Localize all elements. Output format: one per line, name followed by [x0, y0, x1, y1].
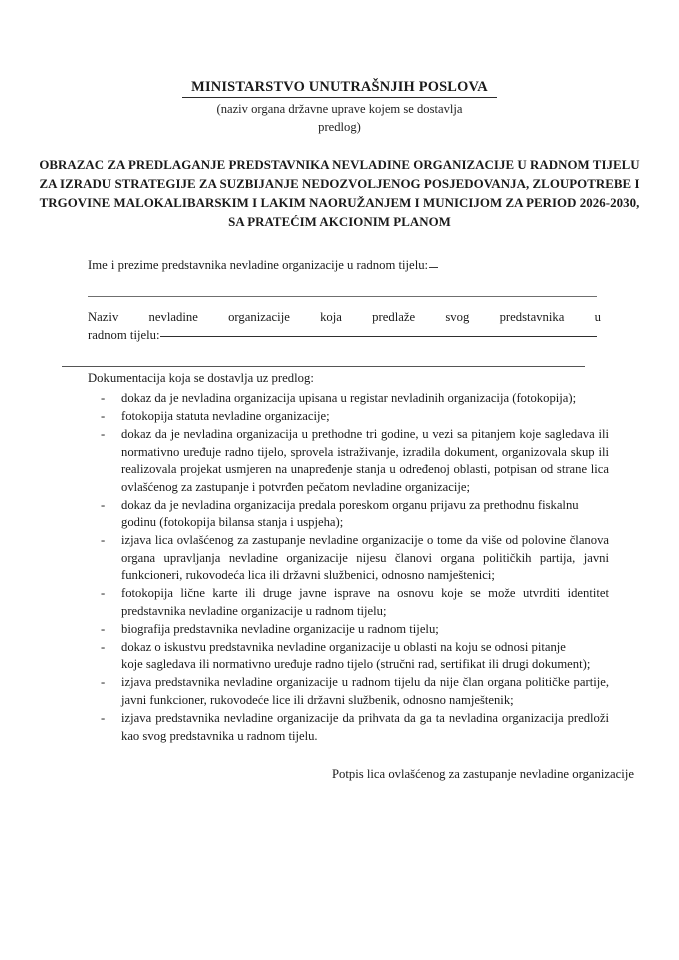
list-item — [88, 639, 609, 674]
list-item — [88, 710, 609, 745]
bullet-dash-icon: - — [101, 533, 106, 548]
form-fields — [88, 257, 601, 275]
list-item — [88, 621, 609, 639]
bullet-dash-icon: - — [101, 711, 106, 726]
organization-name-rule[interactable] — [62, 366, 585, 367]
list-item-text: izjava predstavnika nevladine organizacije da prihvata da ga ta nevladina organizacija predloži kao svog predstavnika u radnom tijelu. — [121, 711, 609, 743]
bullet-dash-icon: - — [101, 427, 106, 442]
organization-name-label-line-2: radnom tijelu: — [88, 328, 160, 343]
organization-name-input[interactable] — [160, 336, 597, 337]
bullet-dash-icon: - — [101, 675, 106, 690]
list-item — [88, 408, 609, 426]
signature-line: Potpis lica ovlašćenog za zastupanje nevladine organizacije — [331, 767, 634, 782]
document-header — [0, 78, 679, 137]
organization-name-field — [88, 308, 601, 344]
list-item-text: dokaz o iskustvu predstavnika nevladine organizacije u oblasti na koju se odnosi pitanje — [121, 639, 566, 654]
list-item-text-continued: koje sagledava ili normativno uređuje radno tijelo (stručni rad, sertifikat ili drugi dokument); — [121, 657, 591, 672]
page-title — [39, 156, 640, 233]
ministry-subtitle-line-1: (naziv organa državne uprave kojem se dostavlja — [216, 101, 463, 116]
list-item-text: fotokopija lične karte ili druge javne isprave na osnovu koje se može utvrditi identitet predstavnika nevladine organizacije u radnom tijelu; — [121, 586, 609, 618]
list-item-text: biografija predstavnika nevladine organizacije u radnom tijelu; — [121, 621, 439, 636]
bullet-dash-icon: - — [101, 497, 106, 512]
list-item — [88, 390, 609, 408]
list-item — [88, 585, 609, 620]
ministry-subtitle-line-2: predlog) — [318, 119, 361, 134]
list-item — [88, 674, 609, 709]
list-item — [88, 426, 609, 496]
representative-name-label: Ime i prezime predstavnika nevladine organizacije u radnom tijelu: — [88, 257, 429, 272]
list-item — [88, 532, 609, 585]
list-item-text: izjava predstavnika nevladine organizacije u radnom tijelu da nije član organa političke partije, javni funkcioner, rukovodeće lice ili državni službenik, odnosno namještenik; — [121, 675, 609, 707]
page-title-bold-segment: OBRAZAC ZA PREDLAGANJE PREDSTAVNIKA NEVLADINE ORGANIZACIJE U RADNOM TIJELU ZA IZRADU — [39, 157, 640, 191]
documentation-list — [88, 390, 609, 745]
organization-name-label-line-1: Naziv nevladine organizacije koja predlaže svog predstavnika u — [88, 310, 601, 325]
bullet-dash-icon: - — [101, 621, 106, 636]
list-item — [88, 497, 609, 532]
representative-name-field — [88, 257, 601, 275]
list-item-text: fotokopija statuta nevladine organizacije; — [121, 409, 330, 424]
bullet-dash-icon: - — [101, 586, 106, 601]
ministry-heading: MINISTARSTVO UNUTRAŠNJIH POSLOVA — [182, 79, 497, 98]
organization-field-block — [88, 308, 601, 344]
list-item-text: dokaz da je nevladina organizacija u prethodne tri godine, u vezi sa pitanjem koje sagledava ili normativno uređuje radno tijelo, sprovela istraživanje, izradila dokument, organizovala skup ili realizovala projekat usmjeren na unapređenje stanja u određenoj oblasti, potpisan od strane lica ovlašćenog za zastupanje i potvrđen pečatom nevladine organizacije; — [121, 427, 609, 494]
documentation-section — [88, 370, 609, 745]
bullet-dash-icon: - — [101, 391, 106, 406]
page-title-regular-segment: STRATEGIJE ZA SUZBIJANJE NEDOZVOLJENOG POSJEDOVANJA, ZLOUPOTREBE I TRGOVINE MALOKALIBARSKIM I LAKIM NAORUŽANJEM I MUNICIJOM ZA PERIOD 2026-2030, SA PRATEĆIM AKCIONIM PLANOM — [39, 176, 640, 230]
representative-name-input[interactable] — [429, 267, 438, 268]
bullet-dash-icon: - — [101, 639, 106, 654]
ministry-subtitle — [0, 101, 679, 137]
list-item-text: dokaz da je nevladina organizacija predala poreskom organu prijavu za prethodnu fiskalnu godinu (fotokopija bilansa stanja i uspjeha); — [121, 497, 579, 530]
bullet-dash-icon: - — [101, 409, 106, 424]
list-item-text: dokaz da je nevladina organizacija upisana u registar nevladinih organizacija (fotokopija); — [121, 391, 577, 406]
organization-name-label-line-2-row — [88, 326, 601, 344]
list-item-text: izjava lica ovlašćenog za zastupanje nevladine organizacije o tome da više od polovine članova organa upravljanja nevladine organizacije nijesu članovi organa političkih partija, javni funkcioneri, rukovodeća lica ili državni službenici, odnosno namještenici; — [121, 533, 609, 583]
documentation-lead: Dokumentacija koja se dostavlja uz predlog: — [88, 371, 314, 386]
representative-name-rule[interactable] — [88, 296, 597, 297]
